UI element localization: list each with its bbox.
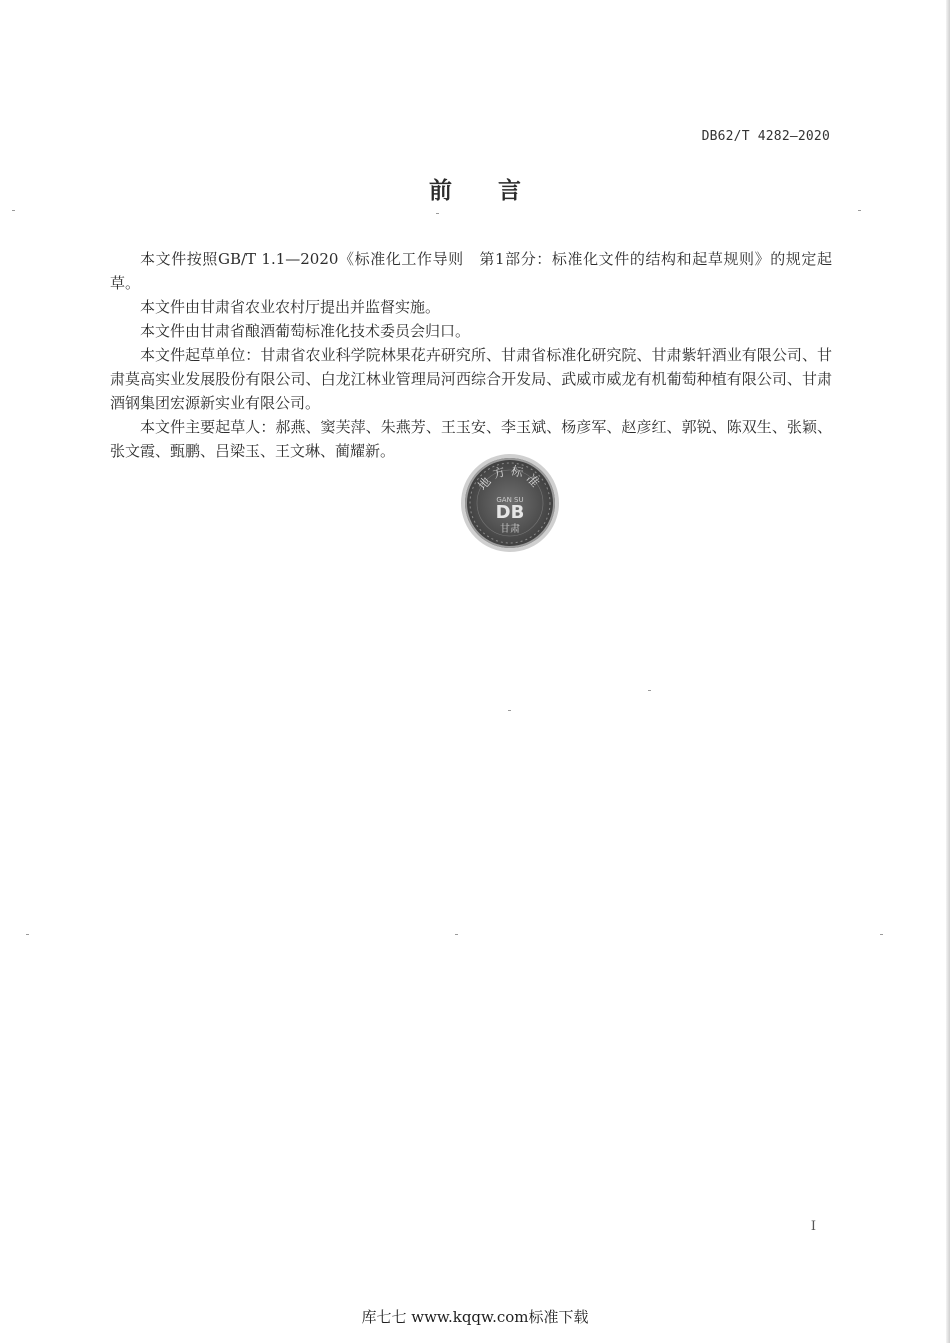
paragraph-drafting-rule: 本文件按照GB/T 1.1—2020《标准化工作导则 第1部分：标准化文件的结构和起草规则》的规定起草。 [110,250,832,292]
document-code: DB62/T 4282—2020 [701,129,830,144]
scan-speck [648,690,651,691]
scan-speck [858,210,861,211]
scan-speck [12,210,15,211]
seal-bottom-text: 甘肃 [500,524,520,535]
db-hologram-seal [465,458,555,548]
scan-speck [455,934,458,935]
seal-db-text: DB [495,502,525,523]
seal-top-text: 地方标准 [475,463,545,493]
seal-gansu-text: GAN SU [496,496,524,504]
section-title: 前言 [429,178,567,204]
paragraph-drafting-units: 本文件起草单位：甘肃省农业科学院林果花卉研究所、甘肃省标准化研究院、甘肃紫轩酒业有限公司、甘肃莫高实业发展股份有限公司、白龙江林业管理局河西综合开发局、武威市威龙有机葡萄种植有限公司、甘肃酒钢集团宏源新实业有限公司。 [110,346,832,412]
svg-text:地方标准 [474,462,545,492]
foreword-body [110,247,832,463]
footer-watermark: 库七七 www.kqqw.com标准下载 [361,1308,589,1326]
page-number: I [810,1219,816,1234]
scan-speck [436,213,439,214]
scan-speck [880,934,883,935]
paragraph-proposer: 本文件由甘肃省农业农村厅提出并监督实施。 [140,298,441,316]
scan-speck [508,710,511,711]
paragraph-drafters: 本文件主要起草人：郝燕、窦芙萍、朱燕芳、王玉安、李玉斌、杨彦军、赵彦红、郭锐、陈双生、张颖、张文霞、甄鹏、吕梁玉、王文琳、蔺耀新。 [110,418,832,460]
paragraph-committee: 本文件由甘肃省酿酒葡萄标准化技术委员会归口。 [140,322,471,340]
scan-speck [26,934,29,935]
